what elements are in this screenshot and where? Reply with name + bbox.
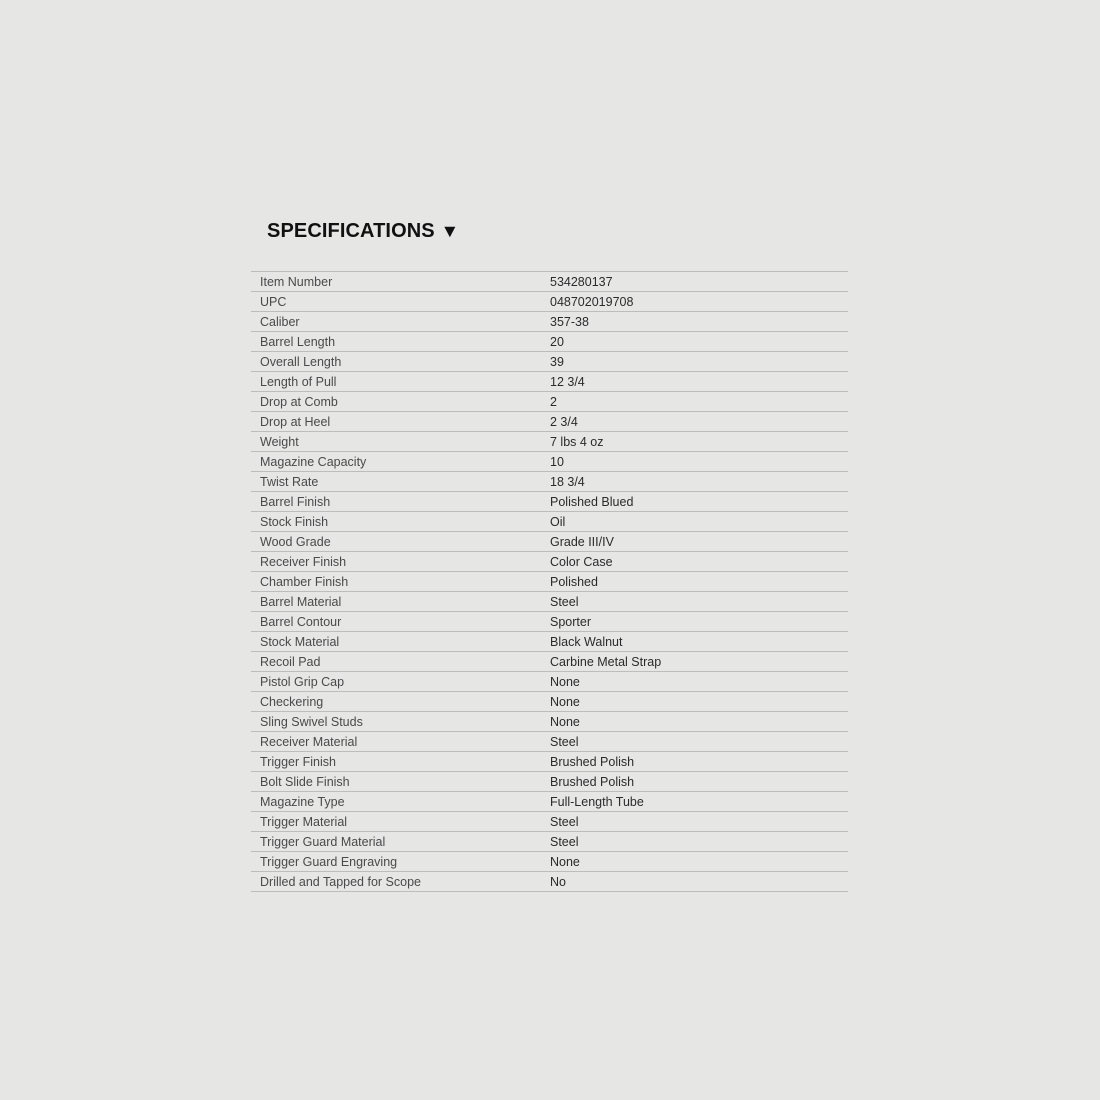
spec-row bbox=[251, 832, 848, 852]
spec-row bbox=[251, 672, 848, 692]
spec-row bbox=[251, 352, 848, 372]
spec-label: Caliber bbox=[260, 314, 300, 329]
spec-row bbox=[251, 392, 848, 412]
spec-row bbox=[251, 792, 848, 812]
spec-value: 534280137 bbox=[550, 274, 613, 289]
spec-value: 2 bbox=[550, 394, 557, 409]
spec-value: Brushed Polish bbox=[550, 774, 635, 789]
spec-label: Barrel Finish bbox=[260, 494, 331, 509]
spec-row bbox=[251, 532, 848, 552]
spec-row bbox=[251, 732, 848, 752]
spec-label: Bolt Slide Finish bbox=[260, 774, 350, 789]
specifications-title: SPECIFICATIONS bbox=[267, 220, 435, 242]
spec-label: Recoil Pad bbox=[260, 654, 321, 669]
spec-row bbox=[251, 332, 848, 352]
spec-value: 18 3/4 bbox=[550, 474, 585, 489]
spec-label: Drop at Comb bbox=[260, 394, 338, 409]
spec-row bbox=[251, 592, 848, 612]
spec-value: Grade III/IV bbox=[550, 534, 614, 549]
spec-value: Steel bbox=[550, 834, 579, 849]
spec-row bbox=[251, 272, 848, 292]
spec-value: 39 bbox=[550, 354, 564, 369]
spec-row bbox=[251, 492, 848, 512]
spec-value: 2 3/4 bbox=[550, 414, 578, 429]
spec-label: Stock Finish bbox=[260, 514, 329, 529]
spec-row bbox=[251, 432, 848, 452]
spec-label: Overall Length bbox=[260, 354, 342, 369]
spec-row bbox=[251, 812, 848, 832]
spec-row bbox=[251, 452, 848, 472]
spec-label: Pistol Grip Cap bbox=[260, 674, 345, 689]
spec-label: Barrel Material bbox=[260, 594, 342, 609]
spec-label: Drilled and Tapped for Scope bbox=[260, 874, 421, 889]
spec-label: Chamber Finish bbox=[260, 574, 349, 589]
spec-value: 10 bbox=[550, 454, 564, 469]
spec-value: 20 bbox=[550, 334, 564, 349]
spec-label: Length of Pull bbox=[260, 374, 337, 389]
spec-label: Weight bbox=[260, 434, 299, 449]
spec-row bbox=[251, 752, 848, 772]
spec-value: Black Walnut bbox=[550, 634, 623, 649]
spec-label: Stock Material bbox=[260, 634, 340, 649]
spec-value: Carbine Metal Strap bbox=[550, 654, 662, 669]
spec-row bbox=[251, 612, 848, 632]
spec-value: 7 lbs 4 oz bbox=[550, 434, 604, 449]
spec-value: Steel bbox=[550, 594, 579, 609]
spec-label: Sling Swivel Studs bbox=[260, 714, 363, 729]
specifications-toggle[interactable] bbox=[267, 220, 459, 243]
spec-label: UPC bbox=[260, 294, 287, 309]
spec-label: Magazine Capacity bbox=[260, 454, 367, 469]
spec-label: Trigger Material bbox=[260, 814, 348, 829]
spec-value: 12 3/4 bbox=[550, 374, 585, 389]
spec-label: Checkering bbox=[260, 694, 324, 709]
triangle-down-icon: ▼ bbox=[440, 221, 460, 241]
spec-label: Magazine Type bbox=[260, 794, 345, 809]
spec-value: Brushed Polish bbox=[550, 754, 635, 769]
spec-row bbox=[251, 512, 848, 532]
spec-value: None bbox=[550, 854, 580, 869]
spec-label: Receiver Material bbox=[260, 734, 358, 749]
spec-value: No bbox=[550, 874, 566, 889]
spec-row bbox=[251, 412, 848, 432]
spec-value: Oil bbox=[550, 514, 566, 529]
spec-value: 048702019708 bbox=[550, 294, 634, 309]
spec-value: Steel bbox=[550, 814, 579, 829]
spec-value: 357-38 bbox=[550, 314, 589, 329]
spec-row bbox=[251, 552, 848, 572]
spec-value: Steel bbox=[550, 734, 579, 749]
spec-label: Trigger Finish bbox=[260, 754, 336, 769]
spec-row bbox=[251, 572, 848, 592]
spec-row bbox=[251, 772, 848, 792]
spec-row bbox=[251, 292, 848, 312]
spec-row bbox=[251, 472, 848, 492]
spec-row bbox=[251, 692, 848, 712]
spec-value: Color Case bbox=[550, 554, 613, 569]
spec-label: Barrel Contour bbox=[260, 614, 342, 629]
spec-row bbox=[251, 872, 848, 892]
spec-row bbox=[251, 852, 848, 872]
spec-row bbox=[251, 312, 848, 332]
spec-label: Twist Rate bbox=[260, 474, 319, 489]
spec-label: Drop at Heel bbox=[260, 414, 331, 429]
spec-value: Polished bbox=[550, 574, 598, 589]
spec-value: None bbox=[550, 714, 580, 729]
spec-row bbox=[251, 632, 848, 652]
spec-label: Trigger Guard Material bbox=[260, 834, 386, 849]
spec-value: Full-Length Tube bbox=[550, 794, 644, 809]
spec-row bbox=[251, 712, 848, 732]
spec-value: Sporter bbox=[550, 614, 591, 629]
spec-label: Wood Grade bbox=[260, 534, 331, 549]
spec-row bbox=[251, 652, 848, 672]
spec-label: Item Number bbox=[260, 274, 333, 289]
spec-value: None bbox=[550, 694, 580, 709]
spec-label: Receiver Finish bbox=[260, 554, 347, 569]
spec-value: None bbox=[550, 674, 580, 689]
spec-value: Polished Blued bbox=[550, 494, 634, 509]
spec-label: Barrel Length bbox=[260, 334, 336, 349]
spec-label: Trigger Guard Engraving bbox=[260, 854, 398, 869]
spec-row bbox=[251, 372, 848, 392]
specifications-table bbox=[251, 271, 848, 892]
